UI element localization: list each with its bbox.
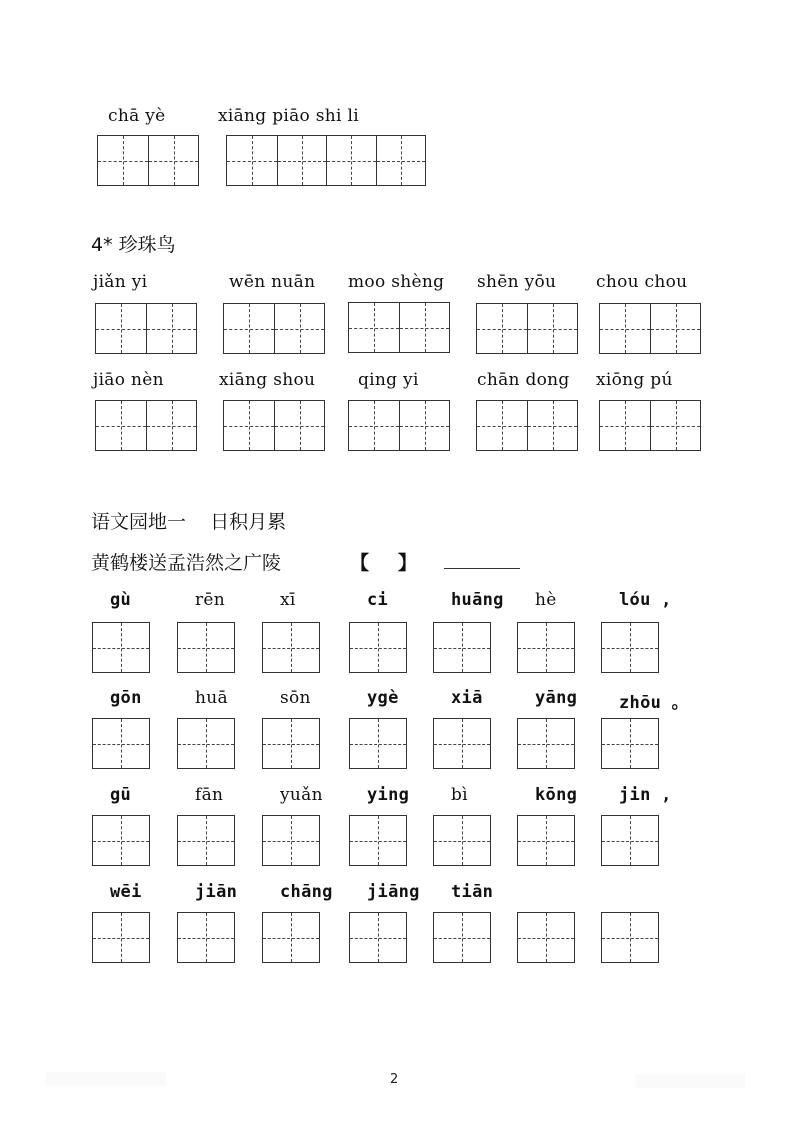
grid-cell[interactable] xyxy=(350,913,406,962)
poem-char-box[interactable] xyxy=(262,815,320,866)
poem-char-box[interactable] xyxy=(517,718,575,769)
grid-cell[interactable] xyxy=(350,816,406,865)
grid-cell[interactable] xyxy=(602,623,658,672)
grid-cell[interactable] xyxy=(148,136,198,185)
grid-cell[interactable] xyxy=(178,913,234,962)
writing-grid-2[interactable] xyxy=(476,400,578,451)
poem-char-box[interactable] xyxy=(92,718,150,769)
poem-pinyin: hè xyxy=(535,590,557,610)
poem-pinyin: ci xyxy=(367,590,389,610)
poem-pinyin: yāng xyxy=(535,688,578,708)
grid-cell[interactable] xyxy=(326,136,376,185)
grid-cell[interactable] xyxy=(518,719,574,768)
pinyin-item: wēn nuān xyxy=(229,272,316,292)
poem-pinyin: jin , xyxy=(619,785,672,805)
grid-cell[interactable] xyxy=(274,401,324,450)
pinyin-item: jiǎn yi xyxy=(93,272,148,292)
poem-char-box[interactable] xyxy=(433,622,491,673)
poem-pinyin: rēn xyxy=(195,590,226,610)
poem-pinyin: lóu , xyxy=(619,590,672,610)
pinyin-item: shēn yōu xyxy=(477,272,557,292)
poem-char-box[interactable] xyxy=(433,718,491,769)
pinyin-item: xiōng pú xyxy=(596,370,673,390)
poem-char-box[interactable] xyxy=(349,622,407,673)
poem-pinyin: wēi xyxy=(110,882,142,902)
pinyin-item: jiāo nèn xyxy=(93,370,164,390)
poem-title: 黄鹤楼送孟浩然之广陵 xyxy=(91,552,282,574)
grid-cell[interactable] xyxy=(376,136,426,185)
grid-cell[interactable] xyxy=(650,304,700,353)
grid-cell[interactable] xyxy=(96,304,146,353)
poem-pinyin: jiāng xyxy=(367,882,420,902)
grid-cell[interactable] xyxy=(263,719,319,768)
grid-cell[interactable] xyxy=(477,304,527,353)
writing-grid-2[interactable] xyxy=(348,400,450,451)
grid-cell[interactable] xyxy=(350,719,406,768)
writing-grid-2[interactable] xyxy=(223,303,325,354)
grid-cell[interactable] xyxy=(602,913,658,962)
poem-char-box[interactable] xyxy=(601,622,659,673)
pinyin-cha-ye: chā yè xyxy=(108,106,166,126)
grid-cell[interactable] xyxy=(434,719,490,768)
poem-pinyin: yuǎn xyxy=(280,785,323,805)
writing-grid-2[interactable] xyxy=(97,135,199,186)
grid-cell[interactable] xyxy=(349,303,399,352)
poem-pinyin: xī xyxy=(280,590,296,610)
grid-cell[interactable] xyxy=(96,401,146,450)
grid-cell[interactable] xyxy=(277,136,327,185)
grid-cell[interactable] xyxy=(263,816,319,865)
poem-char-box[interactable] xyxy=(92,622,150,673)
grid-cell[interactable] xyxy=(98,136,148,185)
grid-cell[interactable] xyxy=(399,401,449,450)
poem-pinyin: gū xyxy=(110,785,132,805)
grid-cell[interactable] xyxy=(434,913,490,962)
poem-pinyin: tiān xyxy=(451,882,494,902)
writing-grid-2[interactable] xyxy=(95,400,197,451)
grid-cell[interactable] xyxy=(178,623,234,672)
grid-cell[interactable] xyxy=(93,719,149,768)
pinyin-xiang-piao-shi-li: xiāng piāo shi li xyxy=(218,106,359,126)
grid-cell[interactable] xyxy=(600,401,650,450)
bracket-open: 【 xyxy=(350,552,370,574)
poem-char-box[interactable] xyxy=(177,622,235,673)
poem-pinyin: sōn xyxy=(280,688,311,708)
pinyin-item: moo shèng xyxy=(348,272,445,292)
poem-char-box[interactable] xyxy=(262,622,320,673)
grid-cell[interactable] xyxy=(527,401,577,450)
grid-cell[interactable] xyxy=(274,304,324,353)
pinyin-item: chou chou xyxy=(596,272,688,292)
grid-cell[interactable] xyxy=(527,304,577,353)
writing-grid-2[interactable] xyxy=(599,303,701,354)
pinyin-item: chān dong xyxy=(477,370,570,390)
grid-cell[interactable] xyxy=(399,303,449,352)
footer-left-watermark xyxy=(46,1072,166,1086)
poem-pinyin: chāng xyxy=(280,882,333,902)
section-title-zhenzhuniao: 4* 珍珠鸟 xyxy=(91,234,176,256)
section-title-garden: 语文园地一 日积月累 xyxy=(91,511,287,533)
poem-char-box[interactable] xyxy=(262,912,320,963)
bracket-close: 】 xyxy=(398,552,418,574)
grid-cell[interactable] xyxy=(349,401,399,450)
poem-char-box[interactable] xyxy=(601,815,659,866)
poem-char-box[interactable] xyxy=(601,912,659,963)
grid-cell[interactable] xyxy=(477,401,527,450)
grid-cell[interactable] xyxy=(93,623,149,672)
poem-pinyin: bì xyxy=(451,785,468,805)
poem-pinyin: ygè xyxy=(367,688,399,708)
poem-pinyin: xiā xyxy=(451,688,483,708)
grid-cell[interactable] xyxy=(518,816,574,865)
grid-cell[interactable] xyxy=(434,623,490,672)
grid-cell[interactable] xyxy=(434,816,490,865)
grid-cell[interactable] xyxy=(602,719,658,768)
writing-grid-2[interactable] xyxy=(223,400,325,451)
grid-cell[interactable] xyxy=(224,401,274,450)
writing-grid-2[interactable] xyxy=(476,303,578,354)
pinyin-item: xiāng shou xyxy=(219,370,316,390)
poem-char-box[interactable] xyxy=(517,815,575,866)
grid-cell[interactable] xyxy=(350,623,406,672)
poem-char-box[interactable] xyxy=(262,718,320,769)
poem-pinyin: huā xyxy=(195,688,228,708)
poem-char-box[interactable] xyxy=(349,912,407,963)
poem-char-box[interactable] xyxy=(517,622,575,673)
grid-cell[interactable] xyxy=(146,304,196,353)
grid-cell[interactable] xyxy=(178,816,234,865)
poem-char-box[interactable] xyxy=(349,718,407,769)
poem-pinyin: jiān xyxy=(195,882,238,902)
grid-cell[interactable] xyxy=(600,304,650,353)
poem-pinyin: gōn xyxy=(110,688,142,708)
grid-cell[interactable] xyxy=(178,719,234,768)
grid-cell[interactable] xyxy=(93,913,149,962)
poem-char-box[interactable] xyxy=(433,815,491,866)
grid-cell[interactable] xyxy=(263,913,319,962)
poem-char-box[interactable] xyxy=(92,912,150,963)
poem-char-box[interactable] xyxy=(92,815,150,866)
poem-pinyin: fān xyxy=(195,785,224,805)
writing-grid-2[interactable] xyxy=(599,400,701,451)
poem-pinyin: gù xyxy=(110,590,132,610)
poem-char-box[interactable] xyxy=(601,718,659,769)
poem-char-box[interactable] xyxy=(177,718,235,769)
author-name-blank[interactable] xyxy=(444,568,520,569)
grid-cell[interactable] xyxy=(602,816,658,865)
writing-grid-2[interactable] xyxy=(348,302,450,353)
poem-pinyin: ying xyxy=(367,785,410,805)
grid-cell[interactable] xyxy=(227,136,277,185)
poem-pinyin: zhōu 。 xyxy=(619,693,689,713)
footer-right-watermark xyxy=(635,1074,745,1088)
poem-pinyin: huāng xyxy=(451,590,504,610)
poem-char-box[interactable] xyxy=(433,912,491,963)
grid-cell[interactable] xyxy=(146,401,196,450)
poem-char-box[interactable] xyxy=(349,815,407,866)
poem-char-box[interactable] xyxy=(517,912,575,963)
grid-cell[interactable] xyxy=(518,623,574,672)
poem-char-box[interactable] xyxy=(177,912,235,963)
grid-cell[interactable] xyxy=(263,623,319,672)
grid-cell[interactable] xyxy=(518,913,574,962)
writing-grid-4[interactable] xyxy=(226,135,426,186)
grid-cell[interactable] xyxy=(93,816,149,865)
grid-cell[interactable] xyxy=(650,401,700,450)
pinyin-item: qing yi xyxy=(358,370,419,390)
writing-grid-2[interactable] xyxy=(95,303,197,354)
poem-char-box[interactable] xyxy=(177,815,235,866)
poem-pinyin: kōng xyxy=(535,785,578,805)
grid-cell[interactable] xyxy=(224,304,274,353)
page-number: 2 xyxy=(390,1072,399,1087)
